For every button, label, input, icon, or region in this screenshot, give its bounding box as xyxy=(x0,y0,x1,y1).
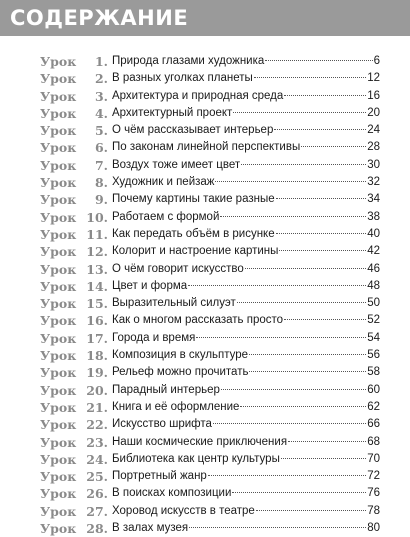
entry-title: По законам линейной перспективы xyxy=(112,141,301,154)
lesson-number: 21. xyxy=(86,399,108,415)
page-number: 52 xyxy=(367,314,380,327)
toc-row xyxy=(0,191,410,208)
entry-title: Как о многом рассказать просто xyxy=(112,314,284,327)
dot-leader xyxy=(232,492,366,493)
dot-leader xyxy=(215,181,366,182)
dot-leader xyxy=(281,458,366,459)
dot-leader xyxy=(249,371,366,372)
dot-leader xyxy=(274,129,366,130)
toc-entry xyxy=(112,468,380,485)
lesson-word: Урок xyxy=(40,348,77,364)
dot-leader xyxy=(301,146,366,147)
lesson-label xyxy=(40,520,108,537)
entry-title: Наши космические приключения xyxy=(112,435,288,448)
lesson-word: Урок xyxy=(40,503,77,519)
lesson-word: Урок xyxy=(40,209,77,225)
lesson-number: 6. xyxy=(94,140,108,156)
page-number: 12 xyxy=(367,72,380,85)
lesson-label xyxy=(40,157,108,174)
toc-entry xyxy=(112,295,380,312)
lesson-number: 15. xyxy=(86,296,108,312)
toc-entry xyxy=(112,451,380,468)
toc-entry xyxy=(112,399,380,416)
entry-title: Парадный интерьер xyxy=(112,383,220,396)
lesson-number: 18. xyxy=(86,348,108,364)
toc-row xyxy=(0,174,410,191)
lesson-word: Урок xyxy=(40,296,77,312)
entry-title: В залах музея xyxy=(112,522,189,535)
lesson-number: 4. xyxy=(94,105,108,121)
entry-title: Города и время xyxy=(112,331,196,344)
lesson-label xyxy=(40,278,108,295)
lesson-word: Урок xyxy=(40,71,77,87)
dot-leader xyxy=(237,302,366,303)
entry-title: Выразительный силуэт xyxy=(112,297,236,310)
toc-row xyxy=(0,330,410,347)
page-number: 32 xyxy=(367,176,380,189)
entry-title: Портретный жанр xyxy=(112,470,207,483)
entry-title: Художник и пейзаж xyxy=(112,176,215,189)
lesson-number: 1. xyxy=(94,54,108,69)
lesson-number: 19. xyxy=(86,365,108,381)
page-number: 20 xyxy=(367,106,380,119)
lesson-word: Урок xyxy=(40,434,77,450)
toc-entry xyxy=(112,503,380,520)
toc-entry xyxy=(112,174,380,191)
lesson-label xyxy=(40,295,108,312)
lesson-label xyxy=(40,174,108,191)
toc-row xyxy=(0,295,410,312)
lesson-label xyxy=(40,261,108,278)
dot-leader xyxy=(241,164,366,165)
lesson-word: Урок xyxy=(40,157,77,173)
toc-entry xyxy=(112,70,380,87)
dot-leader xyxy=(276,233,367,234)
toc-row xyxy=(0,157,410,174)
toc-row xyxy=(0,434,410,451)
toc-row xyxy=(0,226,410,243)
toc-entry xyxy=(112,191,380,208)
toc-row xyxy=(0,503,410,520)
lesson-label xyxy=(40,399,108,416)
dot-leader xyxy=(221,389,366,390)
entry-title: Почему картины такие разные xyxy=(112,193,275,206)
lesson-word: Урок xyxy=(40,226,77,242)
entry-title: Рельеф можно прочитать xyxy=(112,366,249,379)
lesson-number: 27. xyxy=(86,503,108,519)
toc-entry xyxy=(112,53,380,70)
toc-entry xyxy=(112,261,380,278)
lesson-number: 20. xyxy=(86,382,108,398)
lesson-label xyxy=(40,485,108,502)
toc-row xyxy=(0,278,410,295)
lesson-label xyxy=(40,139,108,156)
dot-leader xyxy=(213,423,366,424)
page-number: 68 xyxy=(367,435,380,448)
page-title: СОДЕРЖАНИЕ xyxy=(10,6,189,30)
lesson-word: Урок xyxy=(40,399,77,415)
toc-row xyxy=(0,70,410,87)
dot-leader xyxy=(188,285,366,286)
lesson-number: 7. xyxy=(94,157,108,173)
toc-row xyxy=(0,364,410,381)
header-banner xyxy=(0,0,410,36)
lesson-word: Урок xyxy=(40,451,77,467)
toc-entry xyxy=(112,330,380,347)
page-number: 38 xyxy=(367,210,380,223)
page-number: 34 xyxy=(367,193,380,206)
table-of-contents xyxy=(0,53,410,537)
toc-entry xyxy=(112,139,380,156)
entry-title: В разных уголках планеты xyxy=(112,72,253,85)
entry-title: В поисках композиции xyxy=(112,487,232,500)
lesson-label xyxy=(40,70,108,87)
lesson-word: Урок xyxy=(40,88,77,104)
entry-title: Воздух тоже имеет цвет xyxy=(112,158,241,171)
lesson-word: Урок xyxy=(40,123,77,139)
page-number: 66 xyxy=(367,418,380,431)
toc-row xyxy=(0,243,410,260)
lesson-number: 12. xyxy=(86,244,108,260)
entry-title: Искусство шрифта xyxy=(112,418,212,431)
lesson-number: 22. xyxy=(86,417,108,433)
lesson-number: 23. xyxy=(86,434,108,450)
dot-leader xyxy=(196,337,366,338)
entry-title: Как передать объём в рисунке xyxy=(112,227,275,240)
lesson-word: Урок xyxy=(40,140,77,156)
lesson-label xyxy=(40,330,108,347)
toc-entry xyxy=(112,278,380,295)
toc-entry xyxy=(112,226,380,243)
dot-leader xyxy=(288,441,366,442)
toc-entry xyxy=(112,416,380,433)
entry-title: Композиция в скульптуре xyxy=(112,349,249,362)
page-number: 50 xyxy=(367,297,380,310)
dot-leader xyxy=(279,250,366,251)
toc-entry xyxy=(112,434,380,451)
lesson-label xyxy=(40,468,108,485)
toc-entry xyxy=(112,243,380,260)
toc-row xyxy=(0,347,410,364)
lesson-number: 10. xyxy=(86,209,108,225)
lesson-word: Урок xyxy=(40,417,77,433)
page-number: 78 xyxy=(367,504,380,517)
toc-entry xyxy=(112,88,380,105)
lesson-label xyxy=(40,416,108,433)
lesson-label xyxy=(40,53,108,70)
page-number: 30 xyxy=(367,158,380,171)
lesson-word: Урок xyxy=(40,330,77,346)
page-number: 70 xyxy=(367,452,380,465)
dot-leader xyxy=(240,406,366,407)
lesson-number: 16. xyxy=(86,313,108,329)
entry-title: Работаем с формой xyxy=(112,210,220,223)
lesson-label xyxy=(40,243,108,260)
lesson-label xyxy=(40,382,108,399)
lesson-word: Урок xyxy=(40,278,77,294)
page-number: 62 xyxy=(367,400,380,413)
lesson-label xyxy=(40,347,108,364)
page-number: 48 xyxy=(367,279,380,292)
lesson-label xyxy=(40,503,108,520)
page-number: 56 xyxy=(367,349,380,362)
page-number: 16 xyxy=(367,89,380,102)
entry-title: Колорит и настроение картины xyxy=(112,245,279,258)
entry-title: Книга и её оформление xyxy=(112,400,240,413)
toc-entry xyxy=(112,382,380,399)
page-number: 72 xyxy=(367,470,380,483)
lesson-number: 3. xyxy=(94,88,108,104)
lesson-number: 11. xyxy=(86,226,108,242)
lesson-number: 8. xyxy=(94,175,108,191)
lesson-word: Урок xyxy=(40,521,77,537)
toc-row xyxy=(0,468,410,485)
lesson-label xyxy=(40,191,108,208)
toc-row xyxy=(0,122,410,139)
lesson-word: Урок xyxy=(40,365,77,381)
lesson-number: 25. xyxy=(86,469,108,485)
toc-entry xyxy=(112,122,380,139)
toc-row xyxy=(0,139,410,156)
lesson-number: 2. xyxy=(94,71,108,87)
dot-leader xyxy=(220,216,366,217)
toc-row xyxy=(0,261,410,278)
page-number: 40 xyxy=(367,227,380,240)
toc-row xyxy=(0,88,410,105)
entry-title: О чём говорит искусство xyxy=(112,262,244,275)
page-number: 46 xyxy=(367,262,380,275)
toc-entry xyxy=(112,105,380,122)
toc-entry xyxy=(112,312,380,329)
entry-title: Цвет и форма xyxy=(112,279,188,292)
toc-entry xyxy=(112,209,380,226)
entry-title: Природа глазами художника xyxy=(112,55,265,67)
lesson-number: 9. xyxy=(94,192,108,208)
toc-entry xyxy=(112,364,380,381)
lesson-number: 13. xyxy=(86,261,108,277)
lesson-word: Урок xyxy=(40,382,77,398)
lesson-label xyxy=(40,434,108,451)
lesson-label xyxy=(40,122,108,139)
page-number: 24 xyxy=(367,124,380,137)
toc-row xyxy=(0,53,410,70)
page-number: 80 xyxy=(367,522,380,535)
toc-row xyxy=(0,485,410,502)
dot-leader xyxy=(245,268,366,269)
dot-leader xyxy=(284,95,366,96)
entry-title: Библиотека как центр культуры xyxy=(112,452,280,465)
lesson-number: 26. xyxy=(86,486,108,502)
page-number: 60 xyxy=(367,383,380,396)
entry-title: Хоровод искусств в театре xyxy=(112,504,255,517)
entry-title: О чём рассказывает интерьер xyxy=(112,124,274,137)
toc-row xyxy=(0,399,410,416)
lesson-word: Урок xyxy=(40,261,77,277)
lesson-word: Урок xyxy=(40,313,77,329)
toc-entry xyxy=(112,485,380,502)
toc-row xyxy=(0,209,410,226)
lesson-label xyxy=(40,105,108,122)
lesson-word: Урок xyxy=(40,244,77,260)
entry-title: Архитектура и природная среда xyxy=(112,89,284,102)
lesson-word: Урок xyxy=(40,192,77,208)
toc-entry xyxy=(112,157,380,174)
lesson-number: 5. xyxy=(94,123,108,139)
dot-leader xyxy=(284,319,366,320)
page-number: 54 xyxy=(367,331,380,344)
toc-row xyxy=(0,416,410,433)
lesson-word: Урок xyxy=(40,175,77,191)
dot-leader xyxy=(276,198,367,199)
page-number: 42 xyxy=(367,245,380,258)
toc-entry xyxy=(112,347,380,364)
toc-row xyxy=(0,312,410,329)
lesson-number: 24. xyxy=(86,451,108,467)
lesson-number: 17. xyxy=(86,330,108,346)
lesson-word: Урок xyxy=(40,54,77,69)
lesson-label xyxy=(40,226,108,243)
toc-row xyxy=(0,382,410,399)
lesson-word: Урок xyxy=(40,469,77,485)
page-number: 6 xyxy=(373,55,380,67)
toc-entry xyxy=(112,520,380,537)
dot-leader xyxy=(233,112,366,113)
lesson-label xyxy=(40,312,108,329)
dot-leader xyxy=(254,77,366,78)
dot-leader xyxy=(208,475,366,476)
lesson-number: 14. xyxy=(86,278,108,294)
page-number: 58 xyxy=(367,366,380,379)
lesson-label xyxy=(40,209,108,226)
toc-row xyxy=(0,105,410,122)
toc-row xyxy=(0,451,410,468)
dot-leader xyxy=(189,527,366,528)
dot-leader xyxy=(249,354,366,355)
page-number: 28 xyxy=(367,141,380,154)
page-number: 76 xyxy=(367,487,380,500)
dot-leader xyxy=(265,60,372,61)
lesson-number: 28. xyxy=(86,521,108,537)
lesson-label xyxy=(40,88,108,105)
entry-title: Архитектурный проект xyxy=(112,106,233,119)
lesson-label xyxy=(40,451,108,468)
lesson-word: Урок xyxy=(40,486,77,502)
toc-row xyxy=(0,520,410,537)
lesson-word: Урок xyxy=(40,105,77,121)
lesson-label xyxy=(40,364,108,381)
